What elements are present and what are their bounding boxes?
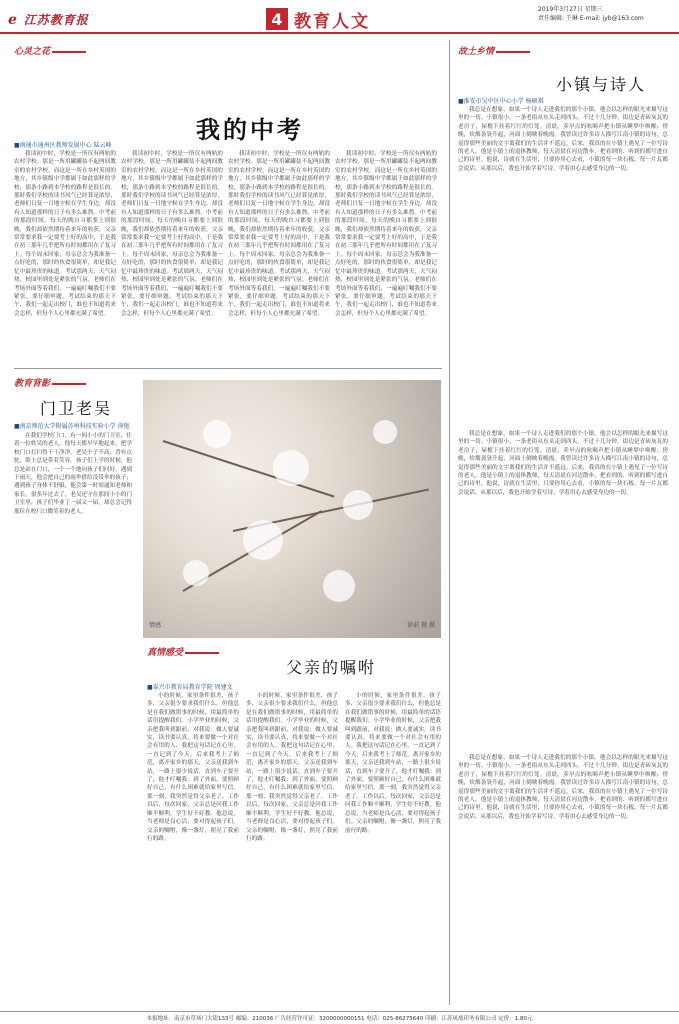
- photo-blossom: [373, 420, 397, 444]
- column-tag-text: 故土乡情: [458, 47, 495, 57]
- main-body-col1: 我读初中时，学校是一所仅有两轨的农村学校。那是一所用罐罐装不起两间教室的农村学校。而这是一所在乡村英国的地方，其乡镇级中学都属于如此那样的学校，那条小路到本学校的路程是很长的。那时我们学校的读书风气已经算是浓厚，老师们日复一日地守候在学生身边，却没有人知道那样的日子有多么难熬。中考前的那段时间，每天的晚自习都要上到很晚，我们却依然期待着来年的收获。父亲常常要求我一定要考上好的高中，于是我在初三那年几乎把所有时间都用在了复习上。每个周末回家，母亲总会为我准备一点好吃的，那时的伙食很简单，却是我记忆中最珍贵的味道。考试那两天，天气闷热，校园里到处是紧张的气氛。老师们在考场外面等着我们，一遍遍叮嘱我们不要紧张，要仔细审题。考试结束的那天下午，我们一起走出校门，谁也不知道将来会怎样，但每个人心里都充满了希望。: [14, 151, 116, 317]
- main-byline: ■南通市通州区教师发展中心 陆云峰: [14, 142, 112, 149]
- father-body-col1: 小的时候，家里条件很差，孩子多，父亲很少要求我们什么，但他总是在我们做错事的时候，用最简单的话语提醒我们。小学毕业的时候，父亲把我叫到跟前，对我说：做人要诚实，读书要认真，将来要做一个对社会有用的人。我把这句话记在心里，一直记到了今天。后来我考上了师范，离开家乡的那天，父亲送我到车站，一路上很少说话，直到车子要开了，他才叮嘱我：到了外面，要照顾好自己，有什么困难就给家里写信。那一刻，我突然觉得父亲老了。工作以后，每次回家，父亲总是问我工作顺不顺利，学生好不好教。他总说，当老师是良心活，要对得起孩子们。父亲的嘱咐，像一盏灯，照亮了我前行的路。: [147, 693, 239, 842]
- date-line-1: 2019年3月27日 星期三: [538, 6, 603, 13]
- main-title: 我的中考: [196, 115, 304, 144]
- column-tag-text: 心灵之花: [14, 47, 51, 57]
- column-tag-heart: [14, 44, 86, 57]
- column-tag-memory: [14, 376, 86, 389]
- section-divider: [14, 368, 442, 369]
- column-tag-hometown: [458, 44, 530, 57]
- town-body-1: 我总是在想象，如果一个诗人走进我们的那个小镇，他会以怎样的眼光来描写这里的一切。小镇很小，一条老街从东头走到西头，不过十几分钟。街边是青砖灰瓦的老房子，屋檐下挂着红红的灯笼。清晨，卖早点的吆喝声把小镇从睡梦中唤醒；傍晚，炊烟袅袅升起，河面上倒映着晚霞。我曾读过许多诗人描写江南小镇的诗句，总觉得那些美丽的文字离我们的生活并不遥远。后来，我真的在小镇上遇见了一位写诗的老人。他是小镇上的退休教师，每天清晨在河边散步，把看到的、听到的都写进自己的诗里。他说，诗就在生活里，只要你用心去看，小镇的每一块石板、每一片瓦都会说话。从那以后，我也开始学着写诗，学着用心去感受身边的一切。: [458, 107, 668, 172]
- door-byline: ■南京师范大学附属苏州科技实验小学 徐艳: [14, 423, 130, 430]
- tag-bar: [52, 383, 86, 385]
- town-title: 小镇与诗人: [556, 75, 647, 94]
- photo-blossom: [203, 420, 231, 448]
- photo-blossom: [183, 560, 209, 586]
- masthead: [0, 0, 679, 32]
- section-name: 教育人文: [294, 11, 370, 32]
- dateline: [538, 5, 644, 23]
- column-divider: [449, 40, 450, 1005]
- page-footer: 本报地址：南京市草场门大街133号 邮编：210036 广告经营许可证：3200000000151 电话：025-86275640 印刷：江苏凤凰印务有限公司 定价：1.80元: [0, 1011, 679, 1022]
- town-body-2: 我总是在想象，如果一个诗人走进我们的那个小镇，他会以怎样的眼光来描写这里的一切。小镇很小，一条老街从东头走到西头，不过十几分钟。街边是青砖灰瓦的老房子，屋檐下挂着红红的灯笼。清晨，卖早点的吆喝声把小镇从睡梦中唤醒；傍晚，炊烟袅袅升起，河面上倒映着晚霞。我曾读过许多诗人描写江南小镇的诗句，总觉得那些美丽的文字离我们的生活并不遥远。后来，我真的在小镇上遇见了一位写诗的老人。他是小镇上的退休教师，每天清晨在河边散步，把看到的、听到的都写进自己的诗里。他说，诗就在生活里，只要你用心去看，小镇的每一块石板、每一片瓦都会说话。从那以后，我也开始学着写诗，学着用心去感受身边的一切。: [458, 431, 668, 496]
- logo-e: e: [8, 12, 18, 28]
- photo-blossom: [273, 450, 309, 486]
- father-body-col3: 小的时候，家里条件很差，孩子多，父亲很少要求我们什么，但他总是在我们做错事的时候，用最简单的话语提醒我们。小学毕业的时候，父亲把我叫到跟前，对我说：做人要诚实，读书要认真，将来要做一个对社会有用的人。我把这句话记在心里，一直记到了今天。后来我考上了师范，离开家乡的那天，父亲送我到车站，一路上很少说话，直到车子要开了，他才叮嘱我：到了外面，要照顾好自己，有什么困难就给家里写信。那一刻，我突然觉得父亲老了。工作以后，每次回家，父亲总是问我工作顺不顺利，学生好不好教。他总说，当老师是良心活，要对得起孩子们。父亲的嘱咐，像一盏灯，照亮了我前行的路。: [345, 693, 441, 834]
- tag-bar: [496, 51, 530, 53]
- top-rule: [0, 32, 679, 34]
- column-tag-text: 教育背影: [14, 379, 51, 389]
- photo-credit: 徐前 摄 摄: [407, 622, 435, 629]
- photo-blossom: [323, 570, 355, 602]
- main-body-col2: 我读初中时，学校是一所仅有两轨的农村学校。那是一所用罐罐装不起两间教室的农村学校。而这是一所在乡村英国的地方，其乡镇级中学都属于如此那样的学校，那条小路到本学校的路程是很长的。那时我们学校的读书风气已经算是浓厚，老师们日复一日地守候在学生身边，却没有人知道那样的日子有多么难熬。中考前的那段时间，每天的晚自习都要上到很晚，我们却依然期待着来年的收获。父亲常常要求我一定要考上好的高中，于是我在初三那年几乎把所有时间都用在了复习上。每个周末回家，母亲总会为我准备一点好吃的，那时的伙食很简单，却是我记忆中最珍贵的味道。考试那两天，天气闷热，校园里到处是紧张的气氛。老师们在考场外面等着我们，一遍遍叮嘱我们不要紧张，要仔细审题。考试结束的那天下午，我们一起走出校门，谁也不知道将来会怎样，但每个人心里都充满了希望。: [121, 151, 223, 317]
- father-byline: ■泰兴市教育局教育学院 周建文: [147, 684, 233, 691]
- date-line-2: 责任编辑: 王琳 E-mail: jyb@163.com: [538, 15, 644, 22]
- tag-bar: [185, 652, 219, 654]
- blossom-photo: [143, 380, 441, 638]
- newspaper-logo: [8, 11, 89, 28]
- column-tag-feeling: [147, 645, 219, 658]
- section-header: [266, 7, 370, 31]
- door-title: 门卫老吴: [40, 399, 113, 418]
- door-body: 在我们学校门口，有一间小小的门卫室，住着一位姓吴的老人。他每天都早早地起来，把学校门口打扫得干干净净。老吴个子不高，背有点驼，脸上总是带着笑容。孩子们上学的时候，他总是站在门口，一个一个地向孩子们问好。遇到下雨天，他会把自己的雨伞借给没带伞的孩子；遇到孩子身体不舒服，他会第一时间通知老师和家长。很多年过去了，老吴还守在那间小小的门卫室里，孩子们毕业了一届又一届，却总会记得那位在校门口微笑着的老人。: [14, 433, 132, 515]
- section-number: 4: [266, 8, 288, 30]
- town-body-3: 我总是在想象，如果一个诗人走进我们的那个小镇，他会以怎样的眼光来描写这里的一切。小镇很小，一条老街从东头走到西头，不过十几分钟。街边是青砖灰瓦的老房子，屋檐下挂着红红的灯笼。清晨，卖早点的吆喝声把小镇从睡梦中唤醒；傍晚，炊烟袅袅升起，河面上倒映着晚霞。我曾读过许多诗人描写江南小镇的诗句，总觉得那些美丽的文字离我们的生活并不遥远。后来，我真的在小镇上遇见了一位写诗的老人。他是小镇上的退休教师，每天清晨在河边散步，把看到的、听到的都写进自己的诗里。他说，诗就在生活里，只要你用心去看，小镇的每一块石板、每一片瓦都会说话。从那以后，我也开始学着写诗，学着用心去感受身边的一切。: [458, 755, 668, 820]
- logo-name: 江苏教育报: [23, 13, 89, 27]
- photo-blossom: [343, 490, 373, 520]
- father-body-col2: 小的时候，家里条件很差，孩子多，父亲很少要求我们什么，但他总是在我们做错事的时候，用最简单的话语提醒我们。小学毕业的时候，父亲把我叫到跟前，对我说：做人要诚实，读书要认真，将来要做一个对社会有用的人。我把这句话记在心里，一直记到了今天。后来我考上了师范，离开家乡的那天，父亲送我到车站，一路上很少说话，直到车子要开了，他才叮嘱我：到了外面，要照顾好自己，有什么困难就给家里写信。那一刻，我突然觉得父亲老了。工作以后，每次回家，父亲总是问我工作顺不顺利，学生好不好教。他总说，当老师是良心活，要对得起孩子们。父亲的嘱咐，像一盏灯，照亮了我前行的路。: [246, 693, 338, 842]
- photo-blossom: [243, 520, 283, 560]
- photo-caption-left: 情感: [149, 622, 162, 629]
- column-tag-text: 真情感受: [147, 648, 184, 658]
- town-byline: ■淮安市吴中区中心小学 杨硕祺: [458, 98, 544, 105]
- father-title: 父亲的嘱咐: [286, 658, 377, 677]
- tag-bar: [52, 51, 86, 53]
- main-body-col4: 我读初中时，学校是一所仅有两轨的农村学校。那是一所用罐罐装不起两间教室的农村学校。而这是一所在乡村英国的地方，其乡镇级中学都属于如此那样的学校，那条小路到本学校的路程是很长的。那时我们学校的读书风气已经算是浓厚，老师们日复一日地守候在学生身边，却没有人知道那样的日子有多么难熬。中考前的那段时间，每天的晚自习都要上到很晚，我们却依然期待着来年的收获。父亲常常要求我一定要考上好的高中，于是我在初三那年几乎把所有时间都用在了复习上。每个周末回家，母亲总会为我准备一点好吃的，那时的伙食很简单，却是我记忆中最珍贵的味道。考试那两天，天气闷热，校园里到处是紧张的气氛。老师们在考场外面等着我们，一遍遍叮嘱我们不要紧张，要仔细审题。考试结束的那天下午，我们一起走出校门，谁也不知道将来会怎样，但每个人心里都充满了希望。: [335, 151, 437, 317]
- main-body-col3: 我读初中时，学校是一所仅有两轨的农村学校。那是一所用罐罐装不起两间教室的农村学校。而这是一所在乡村英国的地方，其乡镇级中学都属于如此那样的学校，那条小路到本学校的路程是很长的。那时我们学校的读书风气已经算是浓厚，老师们日复一日地守候在学生身边，却没有人知道那样的日子有多么难熬。中考前的那段时间，每天的晚自习都要上到很晚，我们却依然期待着来年的收获。父亲常常要求我一定要考上好的高中，于是我在初三那年几乎把所有时间都用在了复习上。每个周末回家，母亲总会为我准备一点好吃的，那时的伙食很简单，却是我记忆中最珍贵的味道。考试那两天，天气闷热，校园里到处是紧张的气氛。老师们在考场外面等着我们，一遍遍叮嘱我们不要紧张，要仔细审题。考试结束的那天下午，我们一起走出校门，谁也不知道将来会怎样，但每个人心里都充满了希望。: [228, 151, 330, 317]
